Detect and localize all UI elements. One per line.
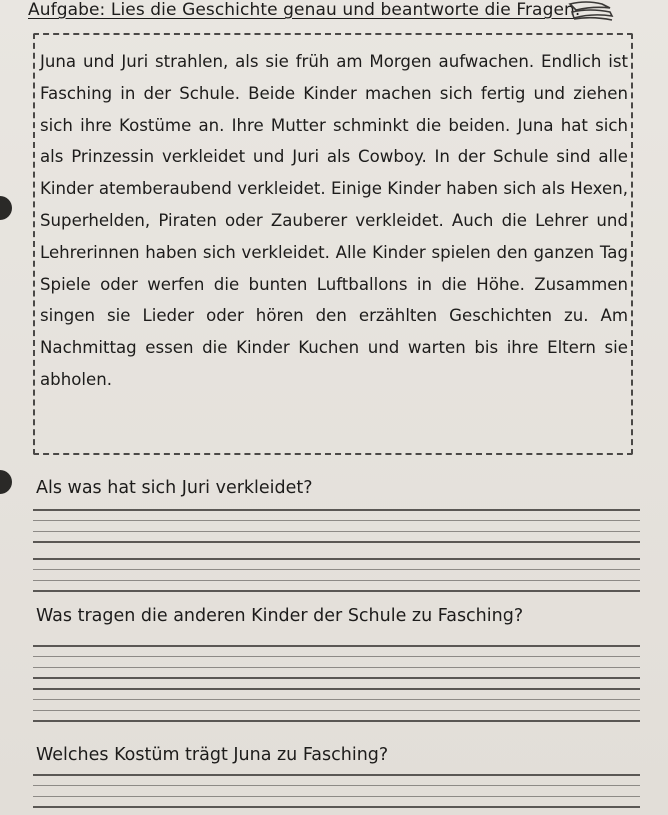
punch-hole-bottom: [0, 470, 12, 494]
question-3: Welches Kostüm trägt Juna zu Fasching?: [36, 745, 389, 765]
punch-hole-top: [0, 196, 12, 220]
answer-line-3a[interactable]: [33, 774, 640, 808]
question-2: Was tragen die anderen Kinder der Schule zu Fasching?: [36, 606, 524, 626]
book-stack-icon: [566, 0, 616, 26]
task-title: Aufgabe: Lies die Geschichte genau und beantworte die Fragen.: [28, 0, 581, 20]
answer-line-2b[interactable]: [33, 688, 640, 722]
answer-line-2a[interactable]: [33, 645, 640, 679]
story-text: Juna und Juri strahlen, als sie früh am Morgen aufwachen. Endlich ist Fasching in der Schule. Beide Kinder machen sich fertig und ziehen sich ihre Kostüme an. Ihre Mutter schminkt die beiden. Juna hat sich als Prinzessin verkleidet und Juri als Cowboy. In der Schule sind alle Kinder atemberaubend verkleidet. Einige Kinder haben sich als Hexen, Superhelden, Piraten oder Zauberer verkleidet. Auch die Lehrer und Lehrerinnen haben sich verkleidet. Alle Kinder spielen den ganzen Tag Spiele oder werfen die bunten Luftballons in die Höhe. Zusammen singen sie Lieder oder hören den erzählten Geschichten zu. Am Nachmittag essen die Kinder Kuchen und warten bis ihre Eltern sie abholen.: [40, 52, 628, 389]
answer-line-1a[interactable]: [33, 509, 640, 543]
answer-line-1b[interactable]: [33, 558, 640, 592]
question-1: Als was hat sich Juri verkleidet?: [36, 478, 313, 498]
